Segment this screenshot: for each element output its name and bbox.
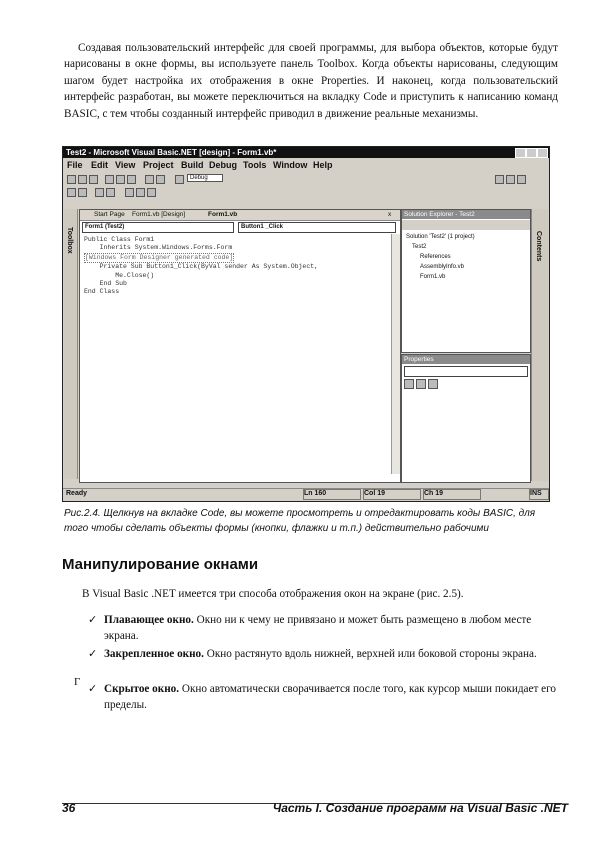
collapsed-region[interactable]: [Windows Form Designer generated code] <box>84 253 234 263</box>
menu-build[interactable]: Build <box>181 160 204 170</box>
bookmark-icon[interactable] <box>125 188 134 197</box>
checkmark-icon: ✓ <box>88 682 98 695</box>
method-name-combo[interactable]: Button1 _Click <box>238 222 396 233</box>
bullet-term: Скрытое окно. <box>104 683 180 695</box>
bullet-text: Окно ни к чему не привязано и может быть размещено в любом месте экрана. <box>104 614 532 642</box>
start-icon[interactable] <box>175 175 184 184</box>
menu-edit[interactable]: Edit <box>91 160 108 170</box>
code-area[interactable] <box>84 236 318 297</box>
find-icon[interactable] <box>495 175 504 184</box>
status-line: Ln 160 <box>303 489 361 500</box>
menu-project[interactable]: Project <box>143 160 174 170</box>
comment-icon[interactable] <box>95 188 104 197</box>
solution-explorer-pane <box>401 209 531 353</box>
figure-caption: Рис.2.4. Щелкнув на вкладке Code, вы можете просмотреть и отредактировать коды BASIC, для того чтобы сделать объекты формы (кнопки, флажки и т.п.) действительно рабочими <box>64 508 536 534</box>
bullet-docked <box>88 646 558 662</box>
menu-debug[interactable]: Debug <box>209 160 237 170</box>
checkmark-icon: ✓ <box>88 613 98 626</box>
properties-toolbar <box>404 379 440 389</box>
next-bookmark-icon[interactable] <box>136 188 145 197</box>
properties-object-combo[interactable] <box>404 366 528 377</box>
indent-icon[interactable] <box>67 188 76 197</box>
bullet-hidden <box>88 681 558 713</box>
intro-paragraph: Создавая пользовательский интерфейс для своей программы, для выбора объектов, которые будут нарисованы в окне формы, вы используете панель Toolbox. Когда объекты нарисованы, следующим шагом будет настройка их отображения в окне Properties. И наконец, когда пользовательский интерфейс разработан, вы можете переключиться на вкладку Code и приступить к написанию команд BASIC, с тем чтобы созданный интерфейс приводил в движение реальные механизмы. <box>64 42 558 120</box>
code-line: Public Class Form1 <box>84 236 155 243</box>
solution-explorer-icon[interactable] <box>506 175 515 184</box>
code-line: Private Sub Button1_Click(ByVal sender As System.Object, <box>84 263 319 271</box>
code-line: Inherits System.Windows.Forms.Form <box>84 244 233 252</box>
properties-icon[interactable] <box>517 175 526 184</box>
section-intro: В Visual Basic .NET имеется три способа отображения окон на экране (рис. 2.5). <box>82 588 464 600</box>
status-bar <box>63 488 549 501</box>
standard-toolbar <box>65 174 545 185</box>
maximize-icon[interactable] <box>526 148 537 158</box>
menu-tools[interactable]: Tools <box>243 160 267 170</box>
bullet-text: Окно растянуто вдоль нижней, верхней или боковой стороны экрана. <box>203 648 537 660</box>
property-pages-icon[interactable] <box>428 379 438 389</box>
toolbox-label: Toolbox <box>66 227 73 254</box>
editor-scrollbar[interactable] <box>391 234 400 474</box>
save-icon[interactable] <box>89 175 98 184</box>
code-editor[interactable] <box>79 209 401 483</box>
copy-icon[interactable] <box>116 175 125 184</box>
undo-icon[interactable] <box>145 175 154 184</box>
cut-icon[interactable] <box>105 175 114 184</box>
contents-label: Contents <box>535 231 542 262</box>
class-name-combo[interactable]: Form1 (Test2) <box>82 222 234 233</box>
menu-file[interactable]: File <box>67 160 83 170</box>
section-heading: Манипулирование окнами <box>62 556 259 573</box>
new-project-icon[interactable] <box>67 175 76 184</box>
menu-view[interactable]: View <box>115 160 136 170</box>
editor-close-icon[interactable]: x <box>388 211 392 218</box>
chapter-title: Часть I. Создание программ на Visual Basic .NET <box>272 801 568 815</box>
bullet-text: Окно автоматически сворачивается после того, как курсор мыши покидает его пределы. <box>104 683 556 711</box>
tab-start-page[interactable]: Start Page <box>94 211 125 218</box>
tab-form-code[interactable]: Form1.vb <box>208 211 238 218</box>
toolbox-tab[interactable] <box>64 209 78 479</box>
minimize-icon[interactable] <box>515 148 526 158</box>
bullet-floating <box>88 612 558 644</box>
properties-title: Properties <box>402 355 530 364</box>
margin-mark: Г <box>74 676 81 688</box>
tree-form1[interactable]: Form1.vb <box>420 274 446 280</box>
bullet-term: Закрепленное окно. <box>104 648 204 660</box>
tree-assemblyinfo[interactable]: AssemblyInfo.vb <box>420 264 465 270</box>
close-icon[interactable] <box>537 148 548 158</box>
status-ready: Ready <box>66 490 88 497</box>
code-line: End Class <box>84 288 120 296</box>
open-icon[interactable] <box>78 175 87 184</box>
menu-bar <box>63 159 549 172</box>
checkmark-icon: ✓ <box>88 647 98 660</box>
editor-combos <box>80 222 400 233</box>
status-char: Ch 19 <box>423 489 481 500</box>
page-number: 36 <box>62 801 76 815</box>
tree-project[interactable]: Test2 <box>412 244 427 250</box>
text-editor-toolbar <box>65 187 545 198</box>
window-title: Test2 - Microsoft Visual Basic.NET [design] - Form1.vb* <box>66 148 277 157</box>
tree-references[interactable]: References <box>420 254 451 260</box>
uncomment-icon[interactable] <box>106 188 115 197</box>
vs-screenshot <box>62 146 550 502</box>
tab-form-design[interactable]: Form1.vb [Design] <box>132 211 186 218</box>
properties-pane <box>401 354 531 483</box>
outdent-icon[interactable] <box>78 188 87 197</box>
paste-icon[interactable] <box>127 175 136 184</box>
contents-tab[interactable] <box>531 209 548 481</box>
categorized-icon[interactable] <box>404 379 414 389</box>
menu-help[interactable]: Help <box>313 160 333 170</box>
status-column: Col 19 <box>363 489 421 500</box>
window-titlebar <box>63 147 549 158</box>
bullet-term: Плавающее окно. <box>104 614 194 626</box>
code-line: Me.Close() <box>84 271 155 279</box>
tree-solution[interactable]: Solution 'Test2' (1 project) <box>406 234 475 240</box>
prev-bookmark-icon[interactable] <box>147 188 156 197</box>
solution-explorer-title: Solution Explorer - Test2 <box>402 210 530 219</box>
menu-window[interactable]: Window <box>273 160 308 170</box>
redo-icon[interactable] <box>156 175 165 184</box>
config-combo[interactable]: Debug <box>187 174 223 182</box>
alphabetical-icon[interactable] <box>416 379 426 389</box>
solution-toolbar <box>402 220 530 230</box>
editor-tab-strip <box>80 210 400 221</box>
status-ins: INS <box>529 489 549 500</box>
solution-tree <box>406 232 475 282</box>
code-line: End Sub <box>84 280 127 288</box>
